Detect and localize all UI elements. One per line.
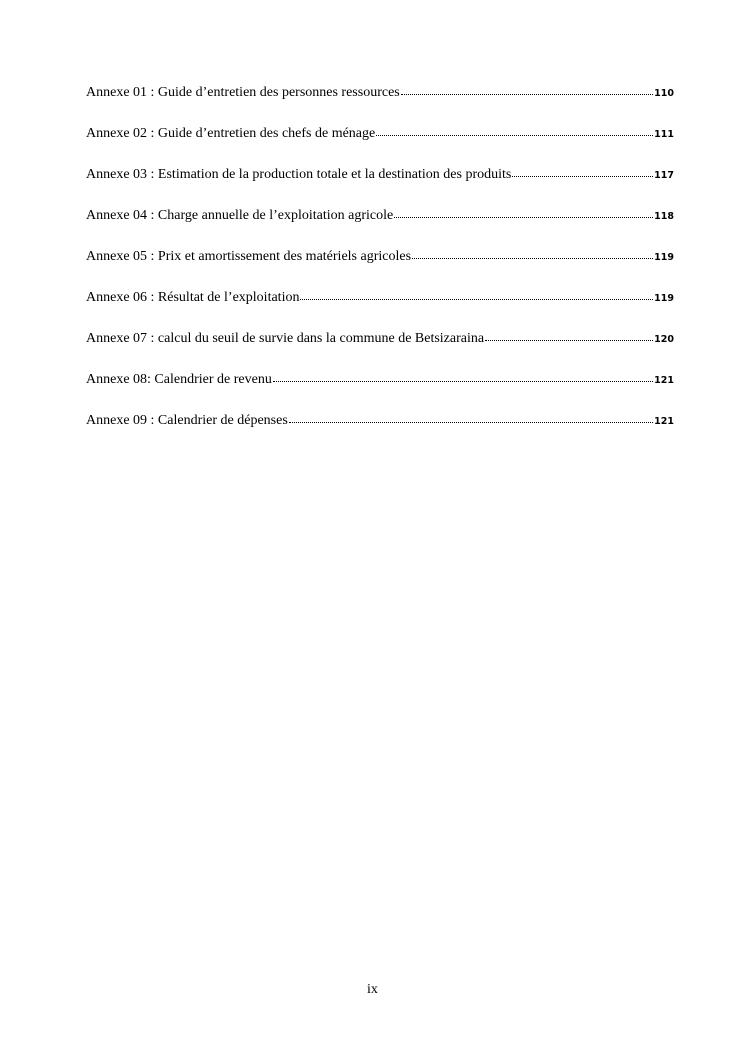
- toc-entry-page: 119: [654, 293, 674, 304]
- toc-entry-title: Annexe 03 : Estimation de la production totale et la destination des produits: [86, 167, 512, 182]
- toc-entry-title: Annexe 01 : Guide d’entretien des personnes ressources: [86, 85, 400, 100]
- toc-entry-page: 121: [654, 416, 674, 427]
- table-of-annexes: [86, 84, 674, 453]
- dot-leader: [485, 330, 653, 342]
- dot-leader: [273, 371, 653, 383]
- toc-entry-annexe-07[interactable]: [86, 330, 674, 371]
- toc-entry-annexe-03[interactable]: [86, 166, 674, 207]
- toc-entry-page: 111: [654, 129, 674, 140]
- toc-entry-title: Annexe 09 : Calendrier de dépenses: [86, 413, 288, 428]
- dot-leader: [512, 166, 653, 178]
- toc-entry-title: Annexe 04 : Charge annuelle de l’exploitation agricole: [86, 208, 394, 223]
- dot-leader: [401, 84, 653, 96]
- dot-leader: [394, 207, 653, 219]
- toc-entry-annexe-06[interactable]: [86, 289, 674, 330]
- toc-entry-annexe-04[interactable]: [86, 207, 674, 248]
- toc-entry-page: 119: [654, 252, 674, 263]
- toc-entry-title: Annexe 02 : Guide d’entretien des chefs de ménage: [86, 126, 376, 141]
- toc-entry-page: 120: [654, 334, 674, 345]
- toc-entry-annexe-01[interactable]: [86, 84, 674, 125]
- toc-entry-page: 118: [654, 211, 674, 222]
- toc-entry-page: 121: [654, 375, 674, 386]
- toc-entry-annexe-05[interactable]: [86, 248, 674, 289]
- toc-entry-page: 110: [654, 88, 674, 99]
- toc-entry-annexe-08[interactable]: [86, 371, 674, 412]
- toc-entry-annexe-02[interactable]: [86, 125, 674, 166]
- toc-entry-title: Annexe 07 : calcul du seuil de survie dans la commune de Betsizaraina: [86, 331, 485, 346]
- dot-leader: [289, 412, 653, 424]
- toc-entry-annexe-09[interactable]: [86, 412, 674, 453]
- dot-leader: [376, 125, 653, 137]
- toc-entry-title: Annexe 06 : Résultat de l’exploitation: [86, 290, 300, 305]
- dot-leader: [300, 289, 653, 301]
- toc-entry-title: Annexe 08: Calendrier de revenu: [86, 372, 272, 387]
- page-number: ix: [367, 982, 378, 997]
- dot-leader: [412, 248, 653, 260]
- toc-entry-page: 117: [654, 170, 674, 181]
- toc-entry-title: Annexe 05 : Prix et amortissement des matériels agricoles: [86, 249, 412, 264]
